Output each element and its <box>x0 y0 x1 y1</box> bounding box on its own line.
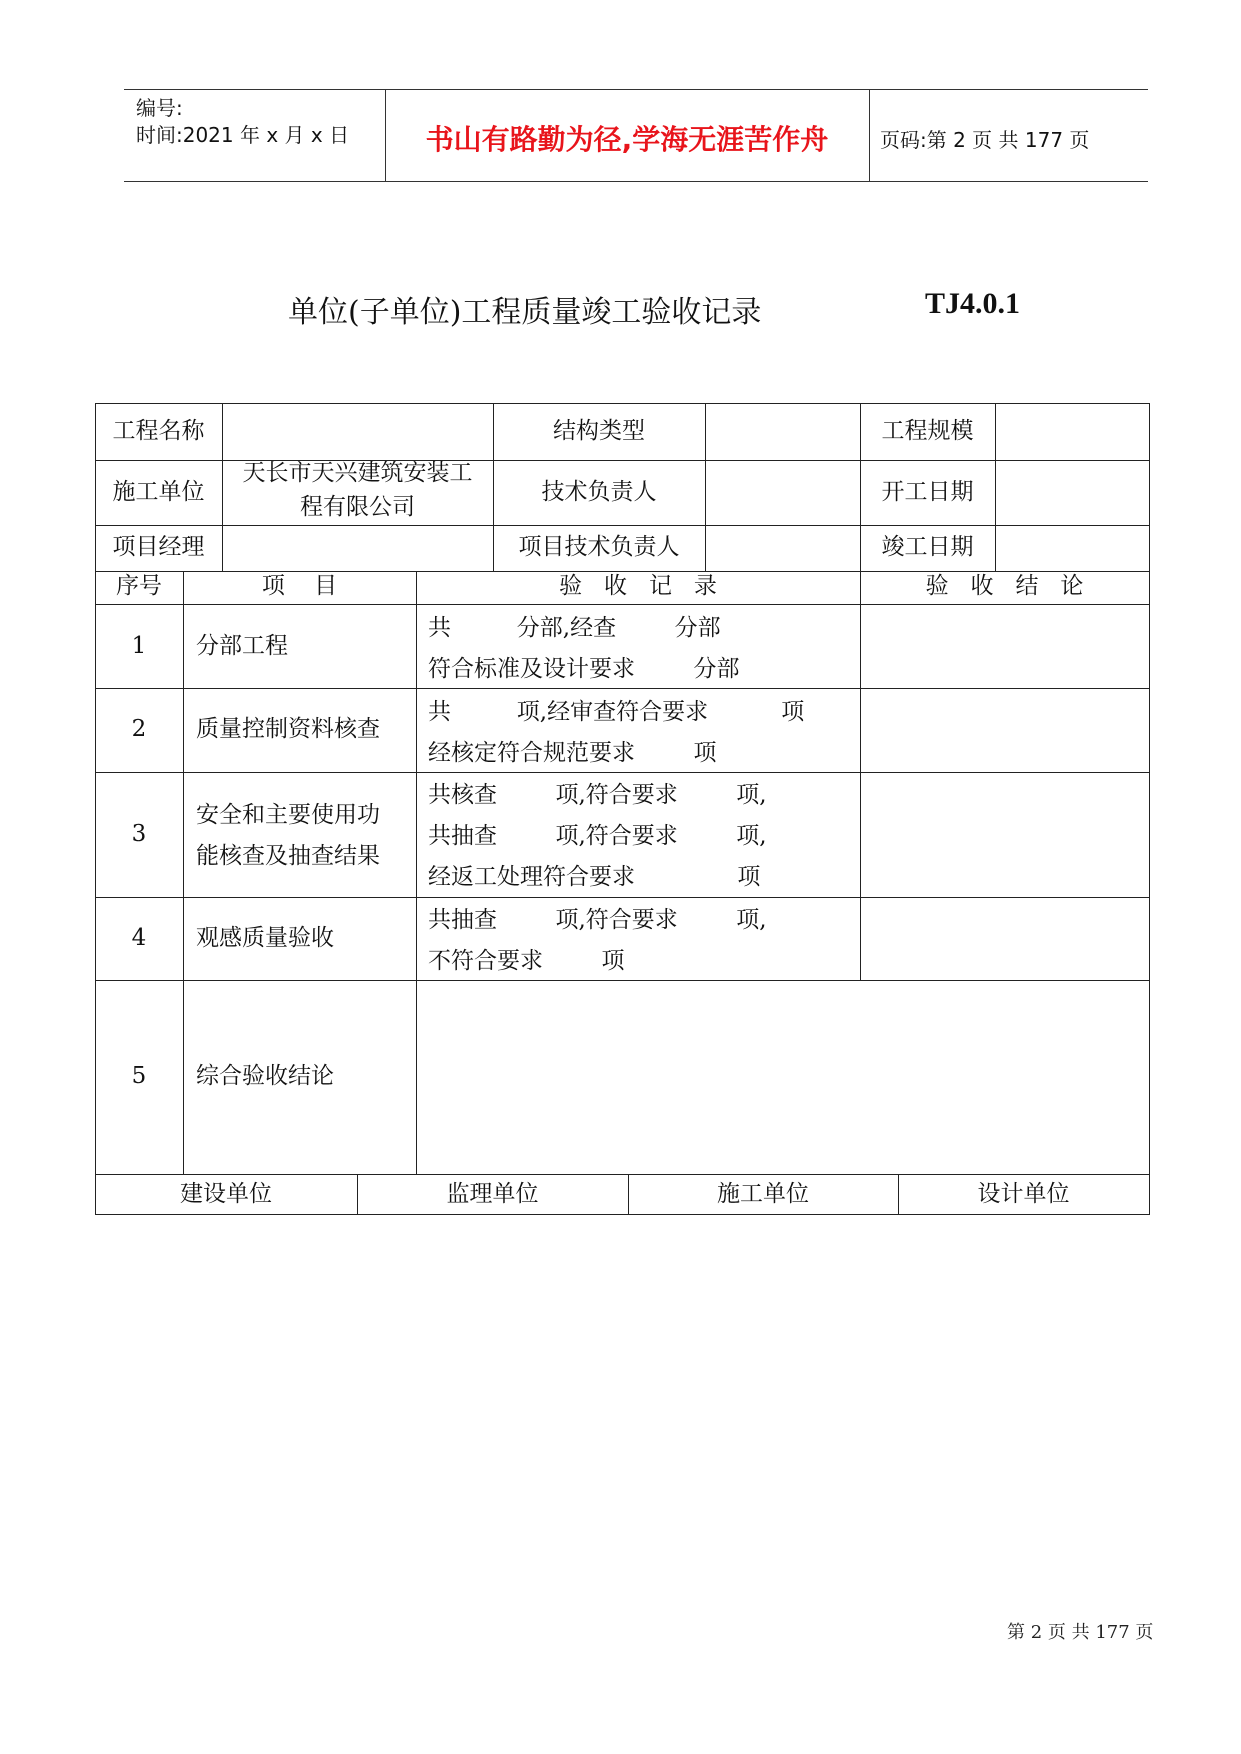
page-title: 单位(子单位)工程质量竣工验收记录 <box>288 295 762 330</box>
row-2-seq: 2 <box>131 716 147 742</box>
serial-label: 编号: <box>136 96 183 120</box>
rule <box>1149 403 1150 1214</box>
col-header-seq: 序号 <box>116 573 162 599</box>
row-2-record-line1: 共 项,经审查符合要求 项 <box>428 699 805 725</box>
project-tech-lead-label: 项目技术负责人 <box>518 534 680 560</box>
signature-supervisor: 监理单位 <box>446 1181 539 1207</box>
row-3-record-line1: 共核查 项,符合要求 项, <box>428 782 767 808</box>
rule <box>95 403 1150 404</box>
contractor-label: 施工单位 <box>112 479 205 505</box>
row-5-item: 综合验收结论 <box>196 1063 334 1089</box>
rule <box>183 571 184 1174</box>
row-3-record-line3: 经返工处理符合要求 项 <box>428 864 761 890</box>
row-3-item-line1: 安全和主要使用功 <box>196 802 380 828</box>
col-header-item: 项 目 <box>261 573 338 599</box>
row-3-item-line2: 能核查及抽查结果 <box>196 843 380 869</box>
contractor-value-line2: 程有限公司 <box>300 494 415 520</box>
row-4-record-line1: 共抽查 项,符合要求 项, <box>428 907 767 933</box>
structure-type-label: 结构类型 <box>553 418 645 444</box>
row-1-record-line2: 符合标准及设计要求 分部 <box>428 656 740 682</box>
page-info: 页码:第 2 页 共 177 页 <box>880 128 1090 152</box>
motto-banner: 书山有路勤为径,学海无涯苦作舟 <box>425 123 829 156</box>
signature-designer: 设计单位 <box>977 1181 1070 1207</box>
start-date-label: 开工日期 <box>881 479 974 505</box>
header-divider-right <box>869 89 870 181</box>
row-4-item: 观感质量验收 <box>196 925 334 951</box>
header-top-rule <box>124 89 1148 90</box>
project-name-label: 工程名称 <box>112 418 205 444</box>
rule <box>95 525 1150 526</box>
row-1-record-line1: 共 分部,经查 分部 <box>428 615 721 641</box>
row-2-item: 质量控制资料核查 <box>196 716 380 742</box>
scale-label: 工程规模 <box>881 418 974 444</box>
row-5-seq: 5 <box>131 1063 147 1089</box>
signature-owner: 建设单位 <box>180 1181 272 1207</box>
row-3-record-line2: 共抽查 项,符合要求 项, <box>428 823 767 849</box>
rule <box>416 571 417 1174</box>
completion-date-label: 竣工日期 <box>881 534 974 560</box>
form-code: TJ4.0.1 <box>925 287 1021 320</box>
rule <box>995 403 996 571</box>
page-footer: 第 2 页 共 177 页 <box>1007 1622 1154 1643</box>
row-1-item: 分部工程 <box>196 633 288 659</box>
row-1-seq: 1 <box>131 633 147 659</box>
row-2-record-line2: 经核定符合规范要求 项 <box>428 740 717 766</box>
row-3-seq: 3 <box>131 821 147 847</box>
contractor-value-line1: 天长市天兴建筑安装工 <box>242 460 473 486</box>
row-4-record-line2: 不符合要求 项 <box>428 948 625 974</box>
time-label: 时间:2021 年 x 月 x 日 <box>136 123 350 147</box>
rule <box>860 571 861 980</box>
row-4-seq: 4 <box>131 925 147 951</box>
col-header-conclusion: 验 收 结 论 <box>925 573 1084 599</box>
header-bottom-rule <box>124 181 1148 182</box>
col-header-record: 验 收 记 录 <box>559 573 717 599</box>
signature-contractor: 施工单位 <box>717 1181 809 1207</box>
rule <box>705 403 706 571</box>
tech-lead-label: 技术负责人 <box>541 479 657 505</box>
pm-label: 项目经理 <box>112 534 205 560</box>
